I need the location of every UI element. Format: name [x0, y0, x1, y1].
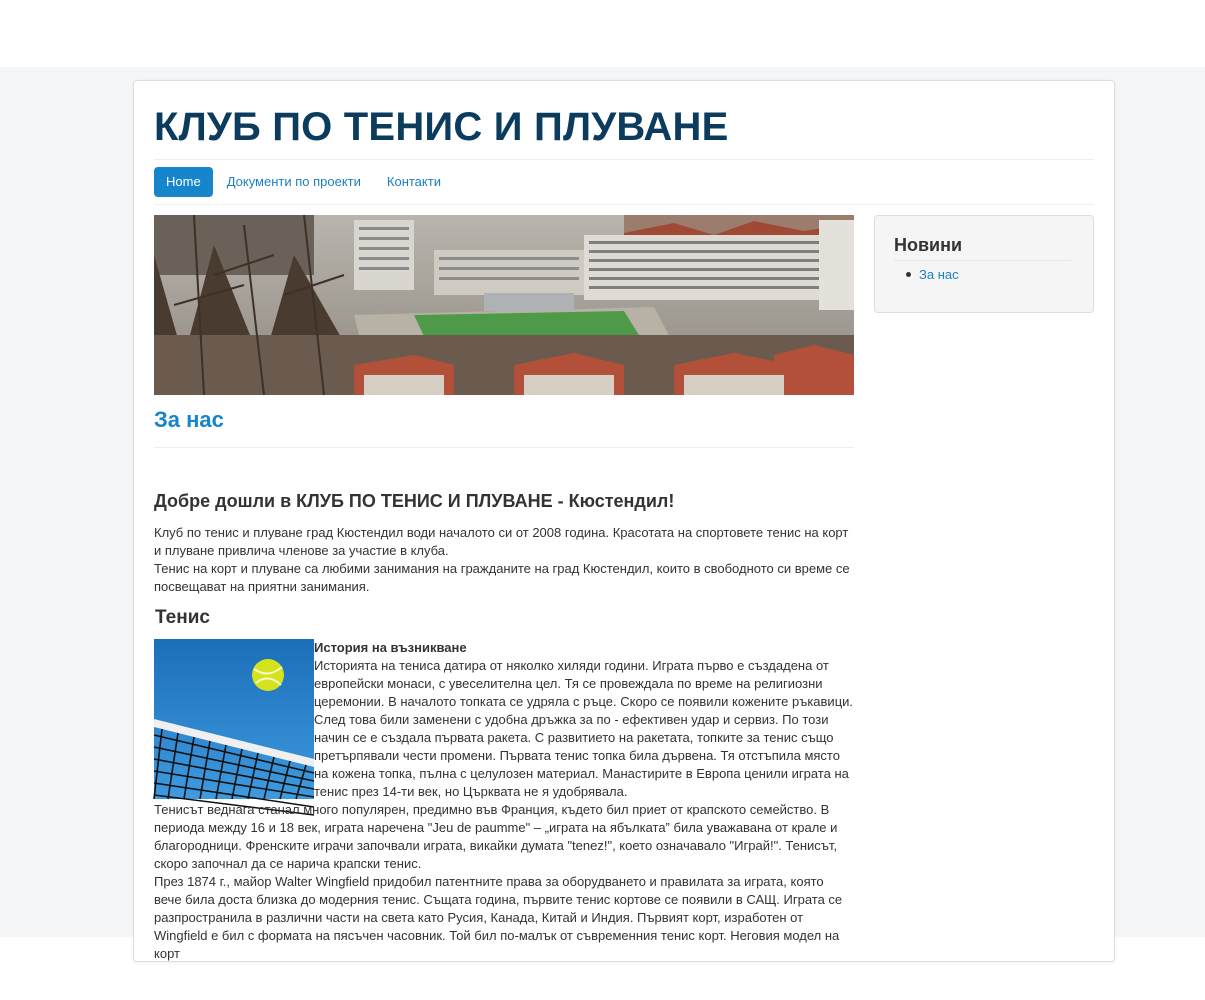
nav-divider — [154, 204, 1094, 205]
town-banner-image — [154, 215, 854, 395]
sidebar-list — [894, 266, 959, 284]
tennis-net-image — [154, 639, 314, 799]
welcome-heading: Добре дошли в КЛУБ ПО ТЕНИС И ПЛУВАНЕ - Кюстендил! — [154, 491, 675, 511]
tennis-heading: Тенис — [155, 607, 210, 628]
intro-text — [154, 524, 854, 596]
bullet-icon — [906, 272, 911, 277]
tennis-article — [154, 639, 854, 963]
main-content — [154, 401, 854, 963]
sidebar-title: Новини — [894, 232, 1071, 261]
site-title[interactable]: КЛУБ ПО ТЕНИС И ПЛУВАНЕ — [154, 105, 729, 149]
site-container — [133, 80, 1115, 962]
page-background — [0, 67, 1205, 961]
news-sidebar — [874, 215, 1094, 313]
page-title[interactable]: За нас — [154, 401, 854, 448]
intro-paragraph-2: Тенис на корт и плуване са любими занимания на гражданите на град Кюстендил, които в свободното си време се посвещават на приятни занимания. — [154, 561, 850, 594]
nav-item-home[interactable]: Home — [154, 167, 213, 197]
history-paragraph-1: Историята на тениса датира от няколко хиляди години. Играта първо е създадена от европейски монаси, с увеселителна цел. Тя се провеждала по време на религиозни церемонии. В началото топката се удряла с ръце. Скоро се появили кожените ръкавици. След това били заменени с удобна дръжка за по - ефективен удар и сервиз. По този начин се е създала първата ракета. С развитието на ракетата, топките за тенис също претърпявали чести промени. Първата тенис топка била дървена. Тя отстъпила място на кожена топка, пълна с целулозен материал. Манастирите в Европа ценили играта на тенис през 14-ти век, но Църквата не я удобрявала. — [314, 658, 854, 799]
header-divider — [154, 159, 1094, 160]
main-nav — [154, 167, 455, 197]
nav-item-documents[interactable]: Документи по проекти — [226, 174, 361, 189]
history-title: История на възникване — [314, 640, 467, 655]
history-paragraph-3: През 1874 г., майор Walter Wingfield придобил патентните права за оборудването и правилата за играта, която вече била доста близка до модерния тенис. Същата година, първите тенис кортове се появили в САЩ. Играта се разпространила в различни части на света като Русия, Канада, Китай и Индия. Първият корт, изработен от Wingfield е бил с формата на пясъчен часовник. Той бил по-малък от съвременния тенис корт. Неговия модел на корт — [154, 874, 843, 961]
intro-paragraph-1: Клуб по тенис и плуване град Кюстендил води началото си от 2008 година. Красотата на спортовете тенис на корт и плуване привлича членове за участие в клуба. — [154, 525, 849, 558]
history-paragraph-2: Тенисът веднага станал много популярен, предимно във Франция, където бил приет от крапското семейство. В периода между 16 и 18 век, играта наречена "Jeu de paumme" – „играта на ябълката” била уважавана от крале и благородници. Френските играчи започвали играта, викайки думата "tenez!", което означавало "Играй!". Тенисът, скоро започнал да се нарича крапски тенис. — [154, 802, 838, 871]
sidebar-item-label[interactable]: За нас — [919, 267, 959, 282]
nav-item-contacts[interactable]: Контакти — [386, 174, 441, 189]
sidebar-item-about[interactable] — [894, 266, 959, 284]
